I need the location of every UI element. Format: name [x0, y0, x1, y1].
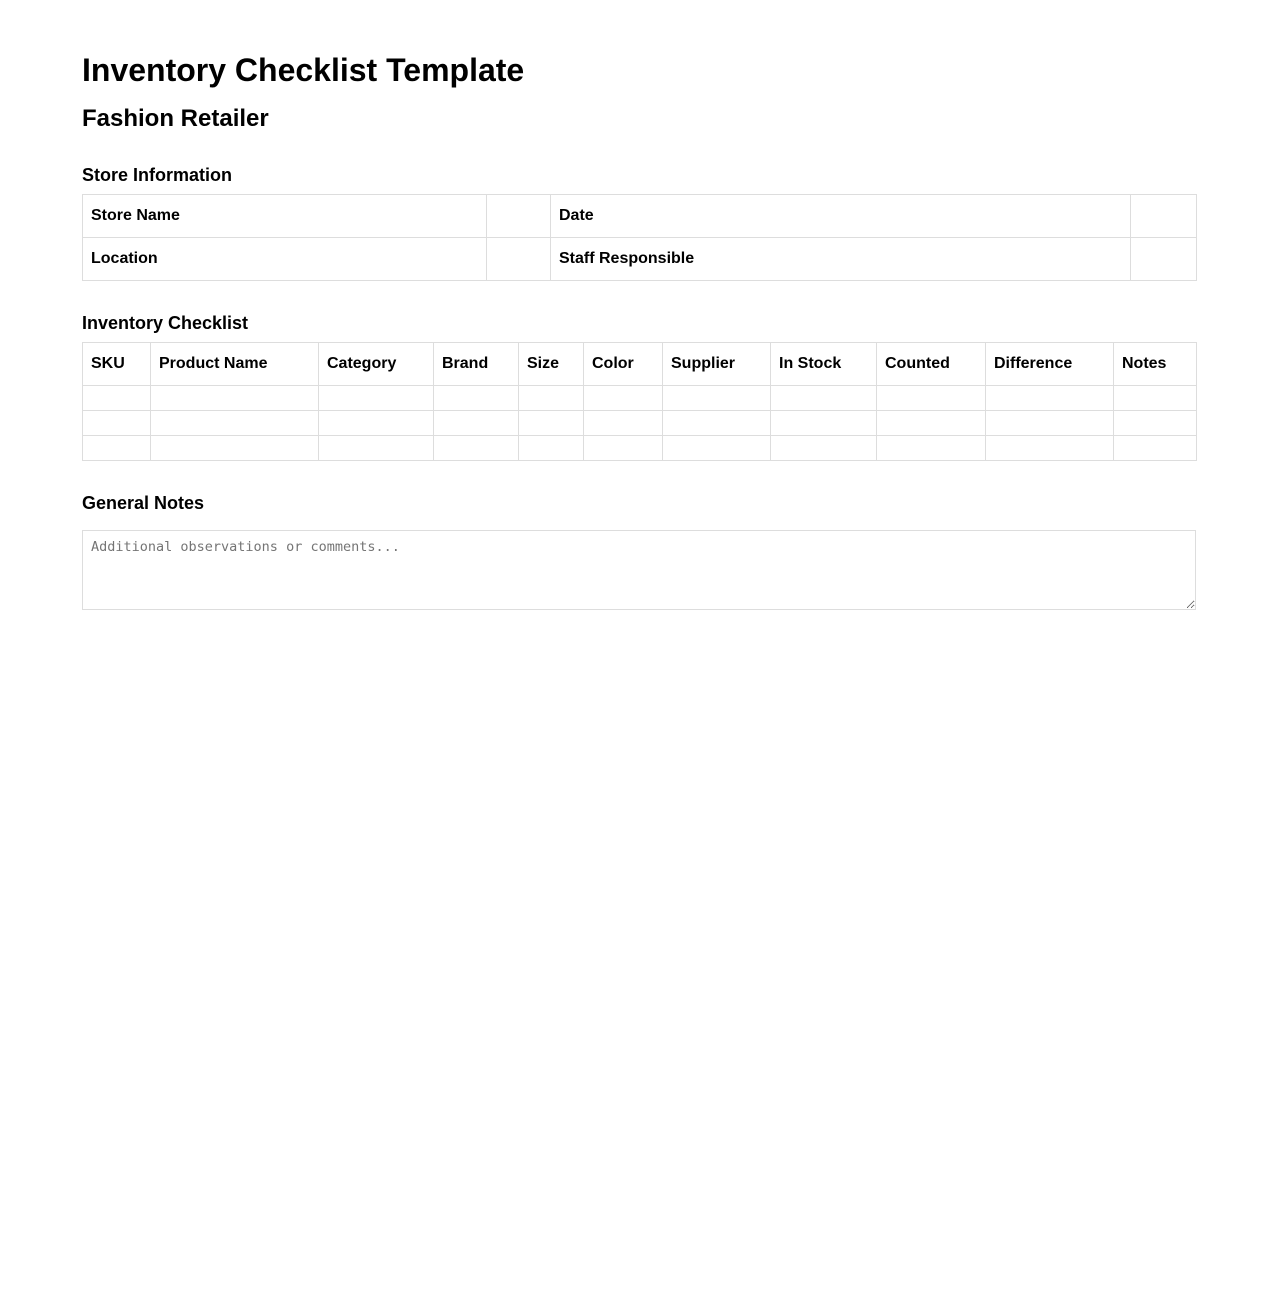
- cell-difference[interactable]: [986, 386, 1114, 411]
- inventory-header-row: [83, 343, 1197, 386]
- cell-sku[interactable]: [83, 436, 151, 461]
- cell-category[interactable]: [319, 386, 434, 411]
- cell-counted[interactable]: [877, 436, 986, 461]
- cell-category[interactable]: [319, 411, 434, 436]
- staff-responsible-label: Staff Responsible: [551, 238, 1131, 281]
- cell-color[interactable]: [584, 411, 663, 436]
- general-notes-heading: General Notes: [82, 493, 205, 513]
- cell-color[interactable]: [584, 436, 663, 461]
- column-header-size: Size: [519, 343, 584, 386]
- location-label: Location: [83, 238, 487, 281]
- table-row: [83, 411, 1197, 436]
- cell-in-stock[interactable]: [771, 436, 877, 461]
- column-header-sku: SKU: [83, 343, 151, 386]
- cell-difference[interactable]: [986, 411, 1114, 436]
- cell-sku[interactable]: [83, 411, 151, 436]
- inventory-table: [82, 342, 1197, 461]
- cell-in-stock[interactable]: [771, 411, 877, 436]
- cell-sku[interactable]: [83, 386, 151, 411]
- cell-notes[interactable]: [1114, 411, 1197, 436]
- cell-supplier[interactable]: [663, 386, 771, 411]
- store-info-table: [82, 194, 1197, 281]
- cell-difference[interactable]: [986, 436, 1114, 461]
- column-header-color: Color: [584, 343, 663, 386]
- date-label: Date: [551, 195, 1131, 238]
- page-subtitle: Fashion Retailer: [82, 105, 269, 132]
- table-row: [83, 386, 1197, 411]
- column-header-difference: Difference: [986, 343, 1114, 386]
- cell-size[interactable]: [519, 411, 584, 436]
- cell-size[interactable]: [519, 386, 584, 411]
- date-field[interactable]: [1131, 195, 1197, 238]
- cell-counted[interactable]: [877, 386, 986, 411]
- store-info-row: [83, 195, 1197, 238]
- cell-brand[interactable]: [434, 436, 519, 461]
- column-header-supplier: Supplier: [663, 343, 771, 386]
- staff-responsible-field[interactable]: [1131, 238, 1197, 281]
- cell-size[interactable]: [519, 436, 584, 461]
- cell-supplier[interactable]: [663, 411, 771, 436]
- column-header-product-name: Product Name: [151, 343, 319, 386]
- cell-notes[interactable]: [1114, 436, 1197, 461]
- column-header-brand: Brand: [434, 343, 519, 386]
- column-header-in-stock: In Stock: [771, 343, 877, 386]
- column-header-notes: Notes: [1114, 343, 1197, 386]
- cell-in-stock[interactable]: [771, 386, 877, 411]
- cell-category[interactable]: [319, 436, 434, 461]
- inventory-heading: Inventory Checklist: [82, 313, 249, 333]
- location-field[interactable]: [487, 238, 551, 281]
- cell-product-name[interactable]: [151, 386, 319, 411]
- page-title: Inventory Checklist Template: [82, 52, 525, 88]
- cell-color[interactable]: [584, 386, 663, 411]
- table-row: [83, 436, 1197, 461]
- store-info-heading: Store Information: [82, 165, 233, 185]
- cell-product-name[interactable]: [151, 411, 319, 436]
- column-header-counted: Counted: [877, 343, 986, 386]
- cell-supplier[interactable]: [663, 436, 771, 461]
- cell-notes[interactable]: [1114, 386, 1197, 411]
- cell-brand[interactable]: [434, 411, 519, 436]
- store-name-label: Store Name: [83, 195, 487, 238]
- general-notes-textarea[interactable]: [82, 530, 1196, 610]
- cell-counted[interactable]: [877, 411, 986, 436]
- store-info-row: [83, 238, 1197, 281]
- cell-brand[interactable]: [434, 386, 519, 411]
- store-name-field[interactable]: [487, 195, 551, 238]
- cell-product-name[interactable]: [151, 436, 319, 461]
- column-header-category: Category: [319, 343, 434, 386]
